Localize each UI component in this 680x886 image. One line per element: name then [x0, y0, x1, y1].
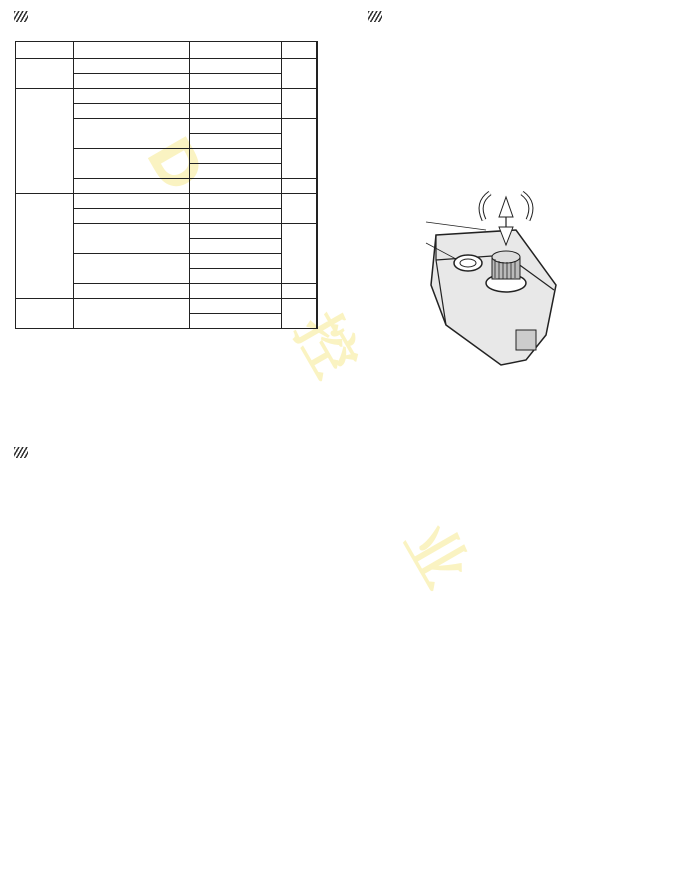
range-cell	[189, 74, 281, 89]
power-cell	[282, 224, 317, 284]
voltage-cell	[73, 149, 189, 179]
voltage-cell	[73, 89, 189, 104]
range-cell	[189, 164, 281, 179]
control-mode-cell	[16, 59, 74, 89]
hatch-icon	[14, 447, 28, 458]
column-header	[282, 42, 317, 59]
control-mode-cell	[16, 299, 74, 329]
power-cell	[282, 119, 317, 179]
voltage-cell	[73, 194, 189, 209]
voltage-cell	[73, 284, 189, 299]
range-cell	[189, 224, 281, 239]
power-cell	[282, 89, 317, 119]
range-cell	[189, 179, 281, 194]
power-cell	[317, 254, 318, 299]
range-cell	[189, 209, 281, 224]
range-cell	[189, 194, 281, 209]
range-cell	[189, 299, 281, 314]
range-cell	[189, 314, 281, 329]
voltage-cell	[73, 224, 189, 254]
voltage-cell	[73, 254, 189, 284]
power-cell	[282, 284, 317, 299]
power-cell	[282, 194, 317, 224]
voltage-cell	[73, 209, 189, 224]
voltage-cell	[73, 119, 189, 149]
voltage-cell	[73, 59, 189, 74]
column-header	[16, 42, 74, 59]
actuator-diagram	[406, 175, 566, 380]
power-cell	[317, 149, 318, 194]
table-header-row	[16, 42, 318, 59]
table-row	[16, 194, 318, 209]
power-cell	[282, 299, 317, 329]
voltage-cell	[73, 179, 189, 194]
voltage-range-table	[15, 41, 318, 329]
section2-title	[368, 9, 392, 25]
column-header	[73, 42, 189, 59]
range-cell	[189, 149, 281, 164]
range-cell	[189, 104, 281, 119]
hatch-icon	[14, 11, 28, 22]
watermark: 业	[390, 512, 481, 599]
hatch-icon	[368, 11, 382, 22]
power-cell	[282, 59, 317, 89]
table-row	[16, 299, 318, 314]
table-row	[16, 59, 318, 74]
range-cell	[189, 284, 281, 299]
range-cell	[189, 269, 281, 284]
watermark: 控	[280, 302, 371, 389]
table-row	[16, 89, 318, 104]
power-cell	[282, 179, 317, 194]
section3-title	[14, 445, 38, 461]
voltage-cell	[73, 74, 189, 89]
voltage-cell	[73, 299, 189, 329]
control-mode-cell	[16, 194, 74, 299]
range-cell	[189, 119, 281, 134]
range-cell	[189, 134, 281, 149]
voltage-cell	[73, 104, 189, 119]
column-header	[189, 42, 281, 59]
range-cell	[189, 239, 281, 254]
section1-title	[14, 9, 38, 25]
watermark: D	[132, 125, 218, 205]
range-cell	[189, 254, 281, 269]
range-cell	[189, 59, 281, 74]
control-mode-cell	[16, 89, 74, 194]
range-cell	[189, 89, 281, 104]
